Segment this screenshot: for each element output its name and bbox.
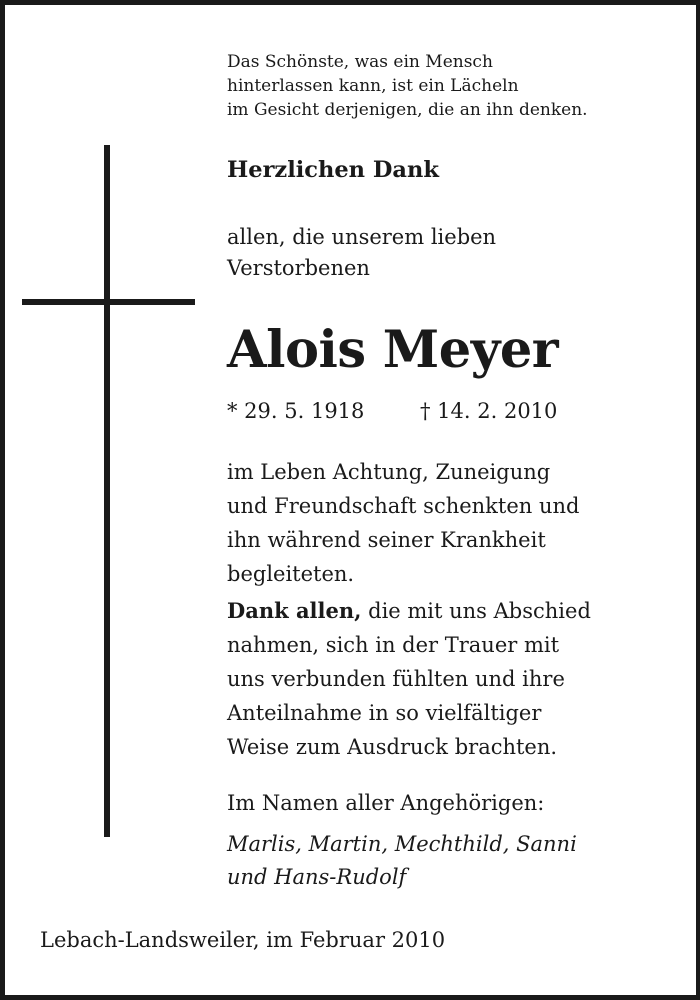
paragraph-line: und Freundschaft schenkten und <box>227 494 580 518</box>
deceased-name: Alois Meyer <box>227 320 559 380</box>
place-and-date: Lebach-Landsweiler, im Februar 2010 <box>40 928 446 952</box>
quote-line: im Gesicht derjenigen, die an ihn denken. <box>227 100 588 120</box>
memorial-quote <box>227 50 588 122</box>
paragraph-line: uns verbunden fühlten und ihre <box>227 667 565 691</box>
family-names <box>227 828 577 894</box>
birth-date: * 29. 5. 1918 <box>227 399 365 423</box>
quote-line: hinterlassen kann, ist ein Lächeln <box>227 76 519 96</box>
paragraph-line: ihn während seiner Krankheit <box>227 528 546 552</box>
life-dates <box>227 396 558 426</box>
paragraph-first-line <box>227 594 591 628</box>
on-behalf-line: Im Namen aller Angehörigen: <box>227 791 545 815</box>
intro-line: Verstorbenen <box>227 256 370 280</box>
paragraph-line: begleiteten. <box>227 562 355 586</box>
cross-icon <box>104 145 110 837</box>
intro-text <box>227 222 496 284</box>
family-line: Marlis, Martin, Mechthild, Sanni <box>227 832 577 856</box>
gratitude-paragraph <box>227 455 579 591</box>
intro-line: allen, die unserem lieben <box>227 225 497 249</box>
paragraph-line: im Leben Achtung, Zuneigung <box>227 460 551 484</box>
paragraph-line: Anteilnahme in so vielfältiger <box>227 701 542 725</box>
paragraph-line-rest: die mit uns Abschied <box>361 599 591 623</box>
thanks-paragraph <box>227 594 591 764</box>
paragraph-line: Weise zum Ausdruck brachten. <box>227 735 558 759</box>
cross-icon-crossbar <box>22 299 195 305</box>
thanks-heading: Herzlichen Dank <box>227 157 439 183</box>
family-line: und Hans-Rudolf <box>227 865 407 889</box>
paragraph-line: nahmen, sich in der Trauer mit <box>227 633 560 657</box>
death-date: † 14. 2. 2010 <box>420 399 558 423</box>
quote-line: Das Schönste, was ein Mensch <box>227 52 493 72</box>
thanks-emphasis: Dank allen, <box>227 598 362 623</box>
